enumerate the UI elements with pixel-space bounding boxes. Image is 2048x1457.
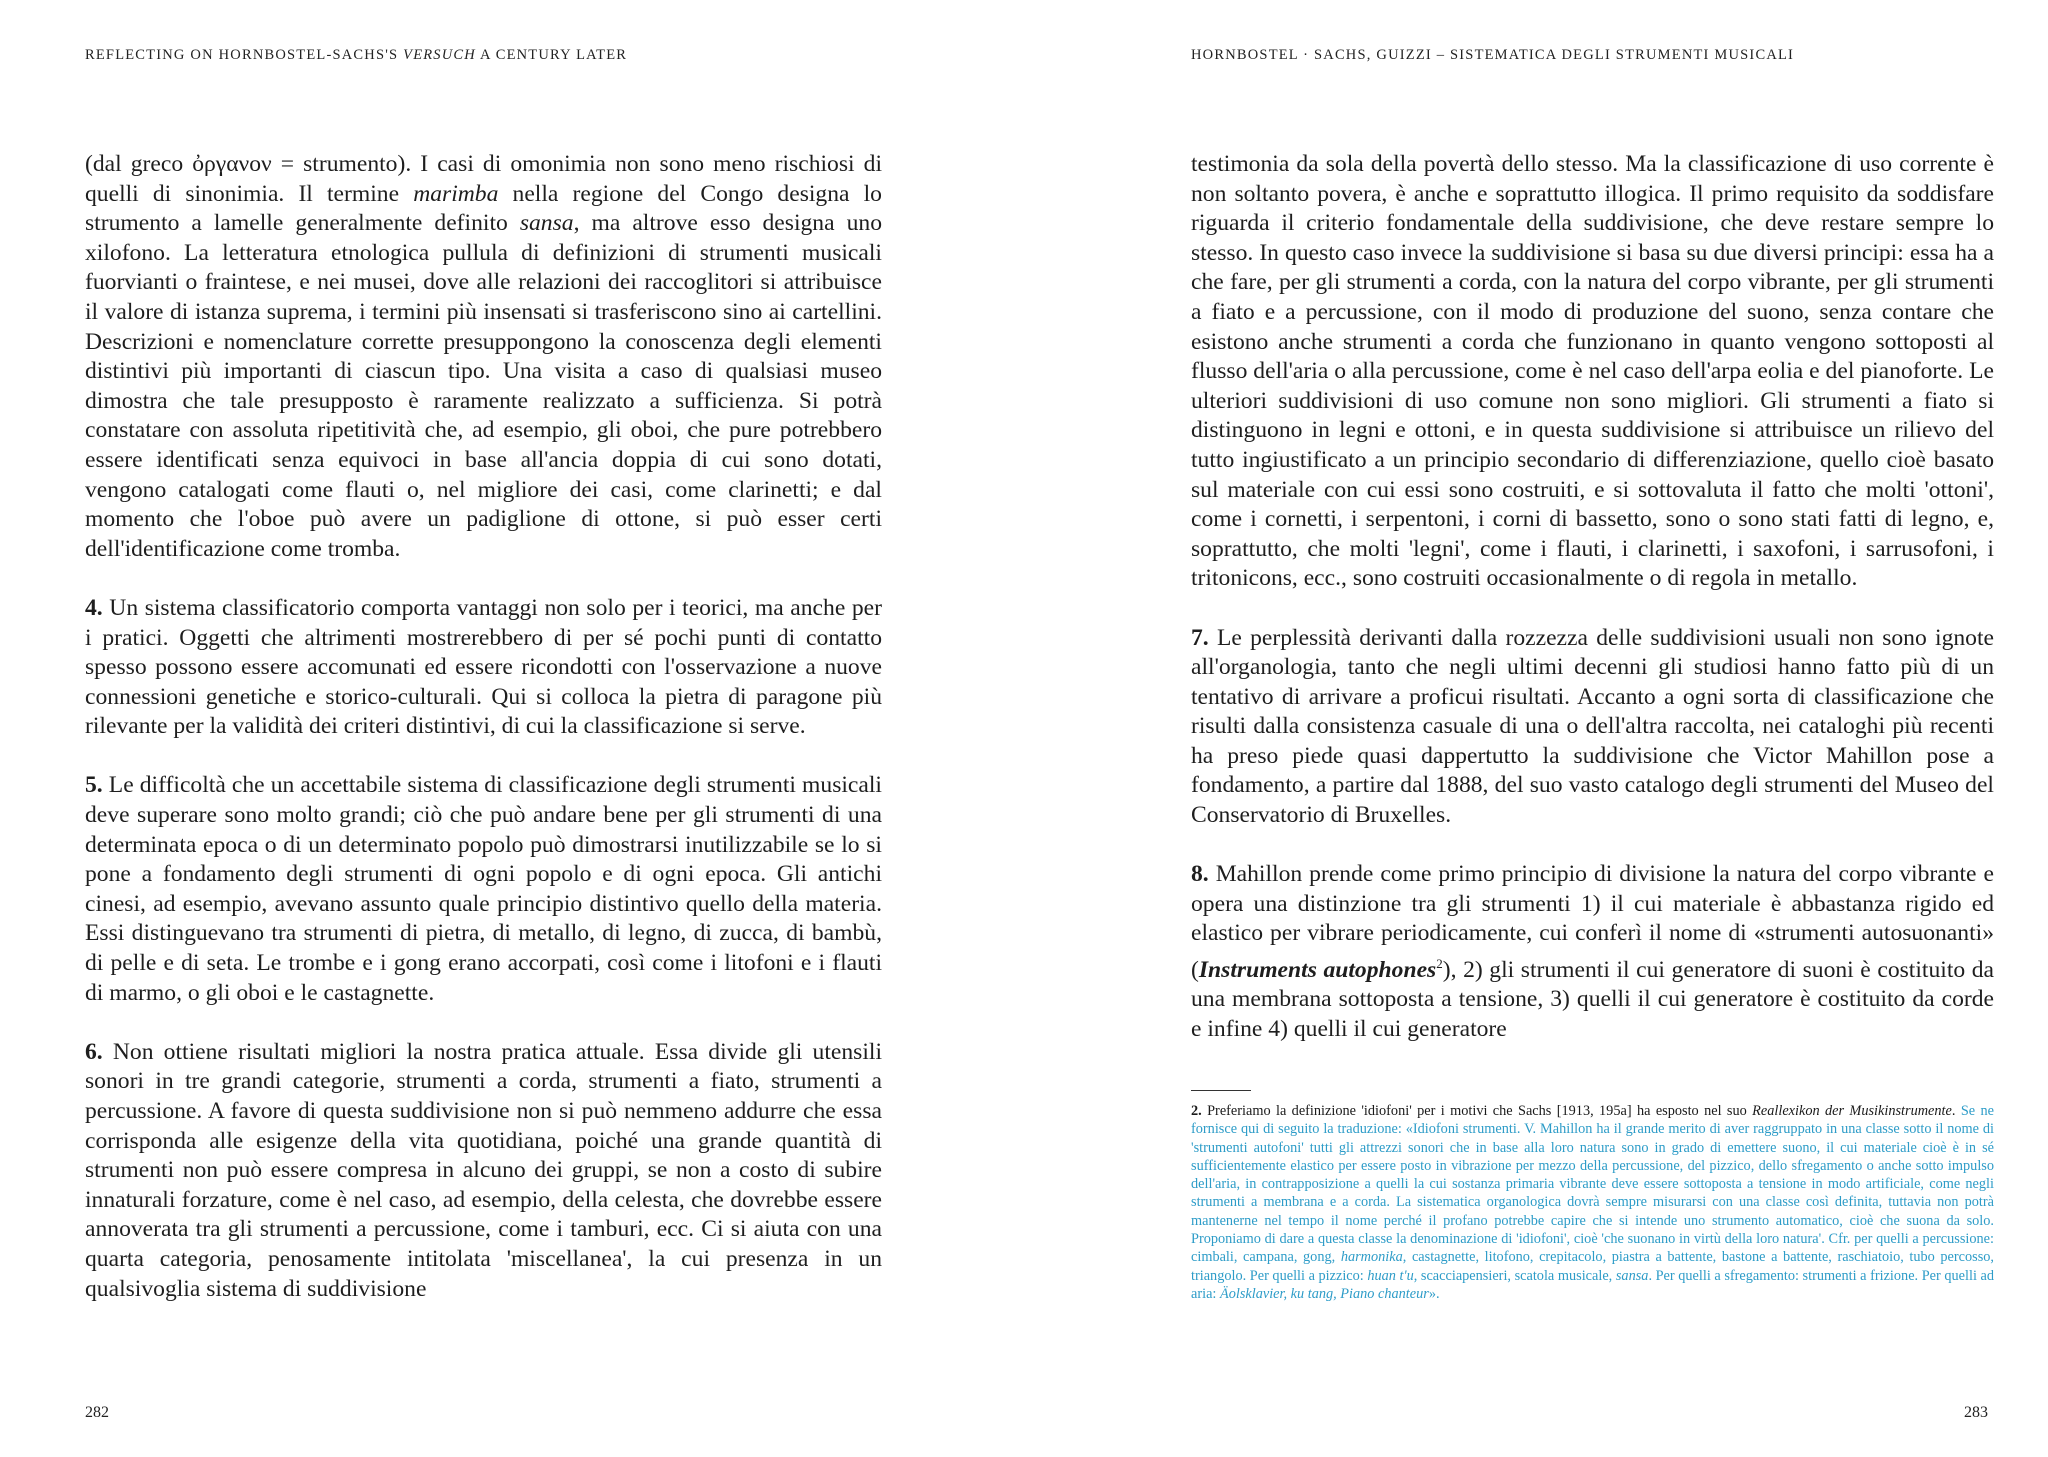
text-run: (dal greco ὀργανον = strumento). I casi di omonimia non sono meno rischiosi di quelli di sinonimia. Il termine: [85, 151, 882, 207]
footnote-translation: [1191, 1103, 1994, 1302]
italic-term: marimba: [413, 180, 499, 207]
text-run: . Per quelli a sfregamento: strumenti a frizione. Per quelli ad aria:: [1191, 1267, 1994, 1302]
left-running-head: [85, 47, 627, 64]
page-number: 282: [85, 1404, 109, 1421]
paragraph-number: 8.: [1191, 861, 1209, 888]
paragraph-4: [85, 594, 882, 742]
right-running-head: HORNBOSTEL · SACHS, GUIZZI – SISTEMATICA DEGLI STRUMENTI MUSICALI: [1191, 47, 1795, 63]
page-number: 283: [1964, 1404, 1988, 1421]
text-run: testimonia da sola della povertà dello stesso. Ma la classificazione di uso corrente è non soltanto povera, è anche e soprattutto illogica. Il primo requisito da soddisfare riguarda il criterio fondamentale della suddivisione, che deve restare sempre lo stesso. In questo caso invece la suddivisione si basa su due diversi principi: essa ha a che fare, per gli strumenti a corda, con la natura del corpo vibrante, per gli strumenti a fiato e a percussione, con il modo di produzione del suono, senza contare che esistono anche strumenti a corda che funzionano in quanto vengono sottoposti al flusso dell'aria o alla percussione, come è nel caso dell'arpa eolia e del pianoforte. Le ulteriori suddivisioni di uso comune non sono migliori. Gli strumenti a fiato si distinguono in legni e ottoni, e in questa suddivisione si attribuisce un rilievo del tutto ingiustificato a un principio secondario di differenziazione, quello cioè basato sul materiale con cui essi sono costruiti, e si sottovaluta il fatto che molti 'ottoni', come i cornetti, i serpentoni, i corni di bassetto, sono o sono stati fatti di legno, e, soprattutto, che molti 'legni', come i flauti, i clarinetti, i saxofoni, i sarrusofoni, i tritonicons, ecc., sono costruiti occasionalmente o di regola in metallo.: [1191, 151, 1994, 592]
text-run: ».: [1428, 1285, 1440, 1302]
running-head-text: REFLECTING ON HORNBOSTEL-SACHS'S: [85, 47, 404, 63]
paragraph-6: [85, 1038, 882, 1304]
paragraph-number: 7.: [1191, 624, 1209, 651]
running-head-text-end: A CENTURY LATER: [475, 47, 628, 63]
italic-term: Instruments autophones: [1198, 956, 1437, 983]
paragraph-8: [1191, 860, 1994, 1044]
text-run: , ma altrove esso designa uno xilofono. La letteratura etnologica pullula di definizioni di strumenti musicali fuorvianti o fraintese, e nei musei, dove alle relazioni dei raccoglitori si attribuisce il valore di istanza suprema, i termini più insensati si trasferiscono sino ai cartellini. Descrizioni e nomenclature corrette presuppongono la conoscenza degli elementi distintivi più importanti di ciascun tipo. Una visita a caso di qualsiasi museo dimostra che tale presupposto è raramente realizzato a sufficienza. Si potrà constatare con assoluta ripetitività che, ad esempio, gli oboi, che pure potrebbero essere identificati senza equivoci in base all'ancia doppia di cui sono dotati, vengono catalogati come flauti o, nel migliore dei casi, come clarinetti; e dal momento che l'oboe può avere un padiglione di ottone, si può esser certi dell'identificazione come tromba.: [85, 210, 882, 562]
text-run: , castagnette, litofono, crepitacolo, piastra a battente, bastone a battente, raschiatoio, tubo percosso, triangolo. Per quelli a pizzico:: [1191, 1249, 1995, 1284]
running-head-italic: VERSUCH: [403, 47, 476, 63]
text-run: Preferiamo la definizione 'idiofoni' per i motivi che Sachs [1913, 195a] ha esposto nel suo: [1201, 1103, 1753, 1119]
footnote-2: [1191, 1102, 1994, 1303]
text-run: .: [1951, 1103, 1961, 1119]
italic-term: sansa: [1615, 1267, 1649, 1284]
footnote-marker: 2: [1436, 956, 1443, 972]
footnote-number: 2.: [1191, 1103, 1202, 1119]
italic-term: sansa: [519, 210, 574, 237]
text-run: Le difficoltà che un accettabile sistema di classificazione degli strumenti musicali deve superare sono molto grandi; ciò che può andare bene per gli strumenti di una determinata epoca o di un determinato popolo può dimostrarsi inutilizzabile se lo si pone a fondamento degli strumenti di ogni popolo e di ogni epoca. Gli antichi cinesi, ad esempio, avevano assunto quale principio distintivo quello della materia. Essi distinguevano tra strumenti di pietra, di metallo, di legno, di zucca, di bambù, di pelle e di seta. Le trombe e i gong erano accorpati, così come i litofoni e i flauti di marmo, o gli oboi e le castagnette.: [85, 772, 882, 1006]
paragraph-continued: [1191, 150, 1994, 594]
italic-term: Äolsklavier, ku tang, Piano chanteur: [1219, 1285, 1429, 1302]
left-body-text: [85, 150, 882, 1304]
text-run: Le perplessità derivanti dalla rozzezza delle suddivisioni usuali non sono ignote all'organologia, tanto che negli ultimi decenni gli studiosi hanno fatto più di un tentativo di arrivare a proficui risultati. Accanto a ogni sorta di classificazione che risulti dalla consistenza casuale di una o dell'altra raccolta, nei cataloghi più recenti ha preso piede quasi dappertutto la suddivisione che Victor Mahillon pose a fondamento, a partire dal 1888, del suo vasto catalogo degli strumenti del Museo del Conservatorio di Bruxelles.: [1191, 624, 1994, 829]
right-body-text: [1191, 150, 1994, 1045]
italic-title: Reallexikon der Musikinstrumente: [1752, 1103, 1952, 1119]
right-page: [1024, 0, 2048, 1457]
paragraph-5: [85, 771, 882, 1008]
text-run: Mahillon prende come primo principio di divisione la natura del corpo vibrante e opera una distinzione tra gli strumenti 1) il cui materiale è abbastanza rigido ed elastico per vibrare periodicamente, cui conferì il nome di «strumenti autosuonanti» (: [1191, 861, 1994, 983]
text-run: Un sistema classificatorio comporta vantaggi non solo per i teorici, ma anche per i pratici. Oggetti che altrimenti mostrerebbero di per sé pochi punti di contatto spesso possono essere accomunati ed essere ricondotti con l'osservazione a nuove connessioni genetiche e storico-culturali. Qui si colloca la pietra di paragone più rilevante per la validità dei criteri distintivi, di cui la classificazione si serve.: [85, 594, 882, 740]
text-run: nella regione del Congo designa lo strumento a lamelle generalmente definito: [85, 180, 882, 237]
italic-term: huan t'u: [1367, 1267, 1414, 1284]
text-run: Se ne fornisce qui di seguito la traduzione: «Idiofoni strumenti. V. Mahillon ha il grande merito di aver raggruppato in una classe sotto il nome di 'strumenti autofoni' tutti gli attrezzi sonori che in base alla loro natura sono in grado di emettere suono, il cui materiale cioè è in sé sufficientemente elastico per essere posto in vibrazione per mezzo della percussione, del pizzico, dello sfregamento o anche sotto impulso dell'aria, in contrapposizione a quelli la cui sostanza primaria vibrante deve essere sottoposta a tensione in modo artificiale, come negli strumenti a membrana e a corda. La sistematica organologica dovrà sempre misurarsi con una classe così definita, tuttavia non potrà mantenerne nel tempo il nome perché il profano potrebbe capire che si intende uno strumento automatico, cioè che suona da solo. Proponiamo di dare a questa classe la denominazione di 'idiofoni', cioè 'che suonano in virtù della loro natura'. Cfr. per quelli a percussione: cimbali, campana, gong,: [1191, 1103, 1994, 1266]
paragraph-7: [1191, 624, 1994, 831]
paragraph-number: 6.: [85, 1038, 103, 1065]
text-run: Non ottiene risultati migliori la nostra pratica attuale. Essa divide gli utensili sonori in tre grandi categorie, strumenti a corda, strumenti a fiato, strumenti a percussione. A favore di questa suddivisione non si può nemmeno addurre che essa corrisponda alle esigenze della vita quotidiana, poiché una grande quantità di strumenti non può essere compresa in alcuno dei gruppi, se non a costo di subire innaturali forzature, come è nel caso, ad esempio, della celesta, che dovrebbe essere annoverata tra gli strumenti a percussione, come i tamburi, ecc. Ci si aiuta con una quarta categoria, penosamente intitolata 'miscellanea', la cui presenza in un qualsivoglia sistema di suddivisione: [85, 1038, 882, 1302]
italic-term: harmonika: [1340, 1249, 1403, 1266]
paragraph-number: 4.: [85, 594, 103, 621]
text-run: ), 2) gli strumenti il cui generatore di suoni è costituito da una membrana sottoposta a tensione, 3) quelli il cui generatore è costituito da corde e infine 4) quelli il cui generatore: [1191, 956, 1995, 1043]
footnote-divider: [1191, 1090, 1251, 1091]
paragraph-continued: [85, 150, 882, 564]
paragraph-number: 5.: [85, 772, 103, 799]
text-run: , scacciapensieri, scatola musicale,: [1413, 1267, 1616, 1284]
